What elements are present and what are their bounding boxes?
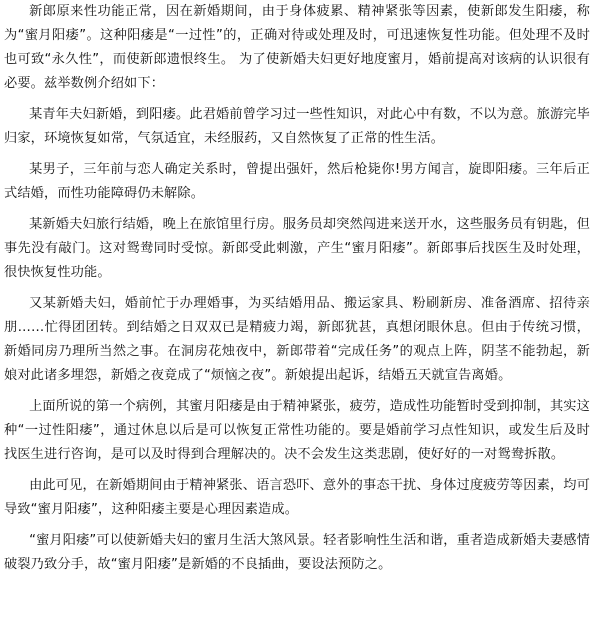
paragraph-closing: “蜜月阳痿”可以使新婚夫妇的蜜月生活大煞风景。轻者影响性生活和谐，重者造成新婚夫妻感情破裂乃致分手，故“蜜月阳痿”是新婚的不良插曲，要设法预防之。 — [4, 533, 590, 572]
paragraph-case-4: 又某新婚夫妇，婚前忙于办理婚事，为买结婚用品、搬运家具、粉刷新房、准备酒席、招待亲朋……忙得团团转。到结婚之日双双已是精疲力竭，新郎犹甚，真想闭眼休息。但由于传统习惯，新婚同房乃理所当然之事。在洞房花烛夜中，新郎带着“完成任务”的观点上阵，阴茎不能勃起，新娘对此诸多埋怨，新婚之夜竟成了“烦恼之夜”。新娘提出起诉，结婚五天就宣告离婚。 — [4, 296, 590, 383]
paragraph-case-1: 某青年夫妇新婚，到阳痿。此君婚前曾学习过一些性知识，对此心中有数，不以为意。旅游完毕归家，环境恢复如常，气氛适宜，未经服药，又自然恢复了正常的性生活。 — [4, 107, 590, 146]
paragraph-conclusion: 由此可见，在新婚期间由于精神紧张、语言恐吓、意外的事态干扰、身体过度疲劳等因素，均可导致“蜜月阳痿”，这种阳痿主要是心理因素造成。 — [4, 478, 590, 517]
paragraph-case-2: 某男子，三年前与恋人确定关系时，曾提出强奸，然后枪毙你!男方闻言，旋即阳痿。三年后正式结婚，而性功能障碍仍未解除。 — [4, 162, 590, 201]
paragraph-intro: 新郎原来性功能正常，因在新婚期间，由于身体疲累、精神紧张等因素，使新郎发生阳痿，称为“蜜月阳痿”。这种阳痿是“一过性”的，正确对待或处理及时，可迅速恢复性功能。但处理不及时也可致“永久性”，而使新郎遗恨终生。 为了使新婚夫妇更好地度蜜月，婚前提高对该病的认识很有必要。兹举数例介绍如下： — [4, 4, 590, 91]
paragraph-analysis: 上面所说的第一个病例，其蜜月阳痿是由于精神紧张，疲劳，造成性功能暂时受到抑制，其实这种“一过性阳痿”，通过休息以后是可以恢复正常性功能的。要是婚前学习点性知识，或发生后及时找医生进行咨询，是可以及时得到合理解决的。决不会发生这类悲剧，使好好的一对鸳鸯拆散。 — [4, 399, 590, 462]
paragraph-case-3: 某新婚夫妇旅行结婚，晚上在旅馆里行房。服务员却突然闯进来送开水，这些服务员有钥匙，但事先没有敲门。这对鸳鸯同时受惊。新郎受此刺激，产生“蜜月阳痿”。新郎事后找医生及时处理，很快恢复性功能。 — [4, 217, 590, 280]
